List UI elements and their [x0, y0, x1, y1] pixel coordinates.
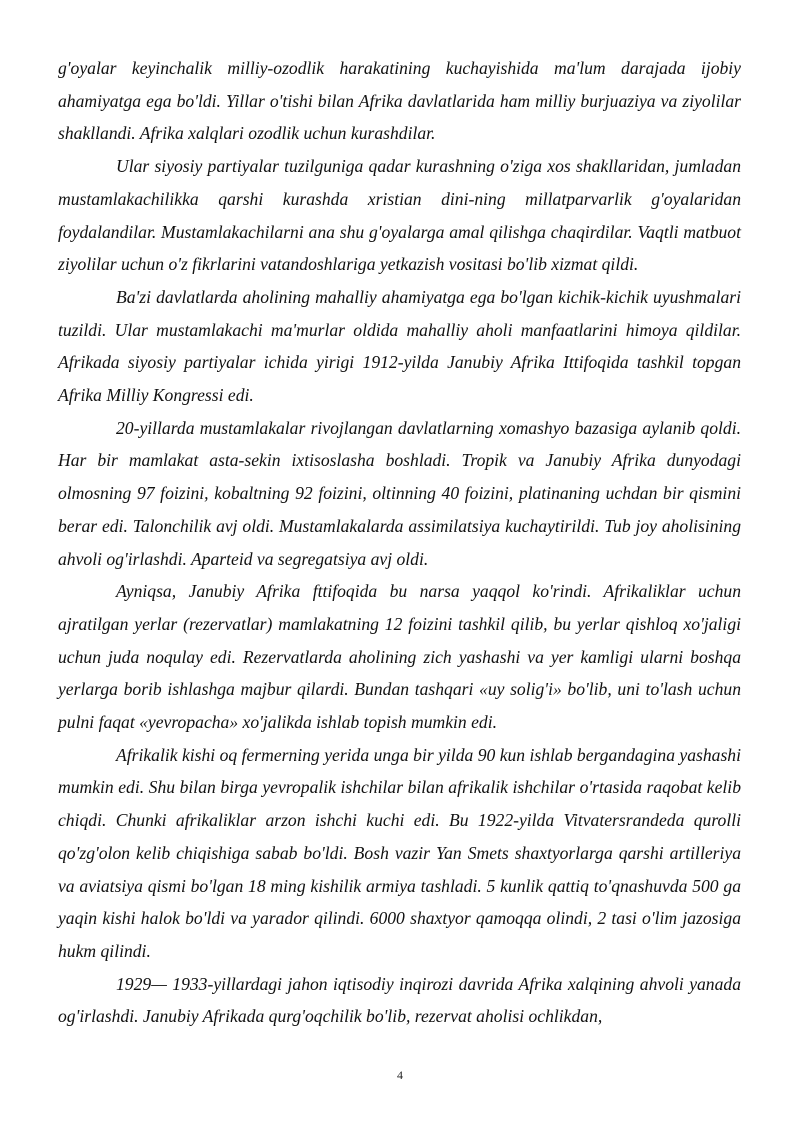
paragraph-6: Afrikalik kishi oq fermerning yerida unga bir yilda 90 kun ishlab bergandagina yashashi mumkin edi. Shu bilan birga yevropalik ishchilar bilan afrikalik ishchilar o'rtasida raqobat kelib chiqdi. Chunki afrikaliklar arzon ishchi kuchi edi. Bu 1922-yilda Vitvatersrandeda qurolli qo'zg'olon kelib chiqishiga sabab bo'ldi. Bosh vazir Yan Smets shaxtyorlarga qarshi artilleriya va aviatsiya qismi bo'lgan 18 ming kishilik armiya tashladi. 5 kunlik qattiq to'qnashuvda 500 ga yaqin kishi halok bo'ldi va yarador qilindi. 6000 shaxtyor qamoqqa olindi, 2 tasi o'lim jazosiga hukm qilindi.: [58, 744, 741, 961]
paragraph-1: g'oyalar keyinchalik milliy-ozodlik harakatining kuchayishida ma'lum darajada ijobiy ahamiyatga ega bo'ldi. Yillar o'tishi bilan Afrika davlatlarida ham milliy burjuaziya va ziyolilar shakllandi. Afrika xalqlari ozodlik uchun kurashdilar.: [58, 58, 741, 144]
page-number: 4: [397, 1068, 403, 1082]
document-body: [58, 52, 741, 1033]
paragraph-5: Ayniqsa, Janubiy Afrika fttifoqida bu narsa yaqqol ko'rindi. Afrikaliklar uchun ajratilgan yerlar (rezervatlar) mamlakatning 12 foizini tashkil qilib, bu yerlar qishloq xo'jaligi uchun juda noqulay edi. Rezervatlarda aholining zich yashashi va yer kamligi ularni boshqa yerlarga borib ishlashga majbur qilardi. Bundan tashqari «uy solig'i» bo'lib, uni to'lash uchun pulni faqat «yevropacha» xo'jalikda ishlab topish mumkin edi.: [58, 581, 741, 733]
paragraph-3: Ba'zi davlatlarda aholining mahalliy ahamiyatga ega bo'lgan kichik-kichik uyushmalari tuzildi. Ular mustamlakachi ma'murlar oldida mahalliy aholi manfaatlarini himoya qildilar. Afrikada siyosiy partiyalar ichida yirigi 1912-yilda Janubiy Afrika Ittifoqida tashkil topgan Afrika Milliy Kongressi edi.: [58, 286, 741, 406]
paragraph-7: 1929— 1933-yillardagi jahon iqtisodiy inqirozi davrida Afrika xalqining ahvoli yanada og'irlashdi. Janubiy Afrikada qurg'oqchilik bo'lib, rezervat aholisi ochlikdan,: [58, 973, 741, 1027]
paragraph-2: Ular siyosiy partiyalar tuzilguniga qadar kurashning o'ziga xos shakllaridan, jumladan mustamlakachilikka qarshi kurashda xristian dini-ning millatparvarlik g'oyalaridan foydalandilar. Mustamlakachilarni ana shu g'oyalarga amal qilishga chaqirdilar. Vaqtli matbuot ziyolilar uchun o'z fikrlarini vatandoshlariga yetkazish vositasi bo'lib xizmat qildi.: [58, 156, 741, 275]
paragraph-4: 20-yillarda mustamlakalar rivojlangan davlatlarning xomashyo bazasiga aylanib qoldi. Har bir mamlakat asta-sekin ixtisoslasha boshladi. Tropik va Janubiy Afrika dunyodagi olmosning 97 foizini, kobaltning 92 foizini, oltinning 40 foizini, platinaning uchdan bir qismini berar edi. Talonchilik avj oldi. Mustamlakalarda assimilatsiya kuchaytirildi. Tub joy aholisining ahvoli og'irlashdi. Aparteid va segregatsiya avj oldi.: [58, 417, 741, 569]
